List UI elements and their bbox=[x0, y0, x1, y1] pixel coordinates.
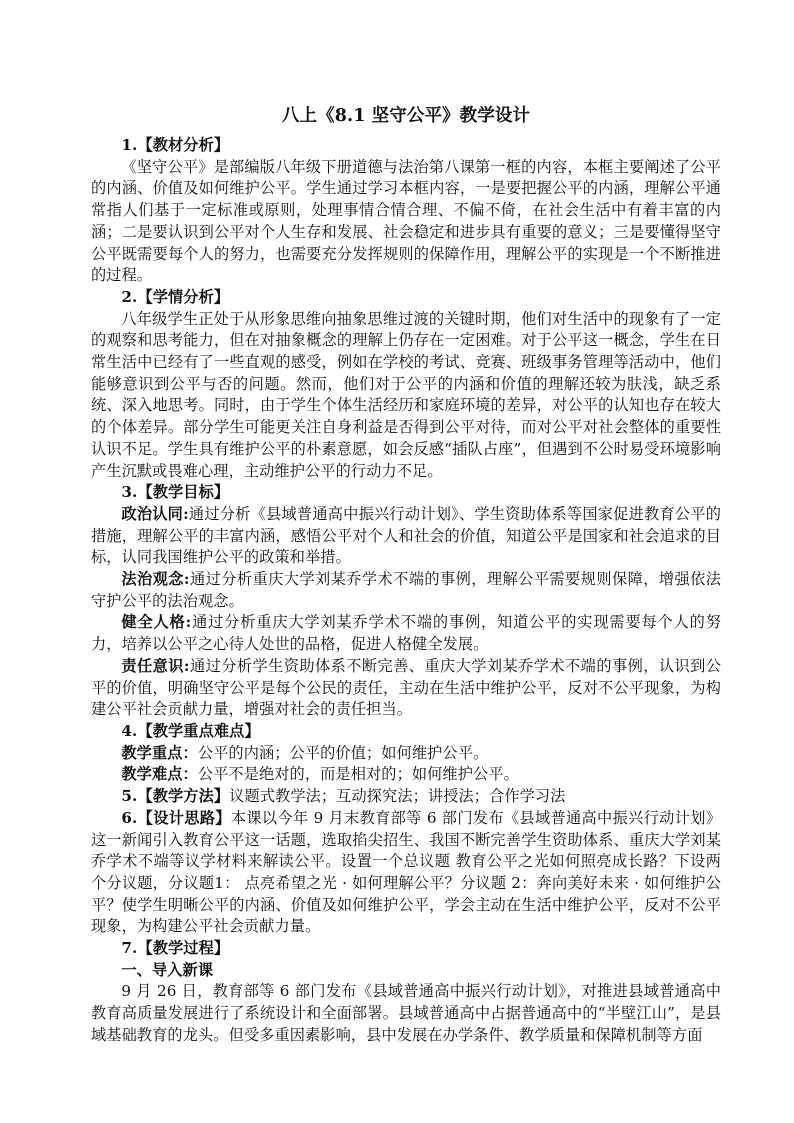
goal-text: 通过分析重庆大学刘某乔学术不端的事例，知道公平的实现需要每个人的努力，培养以公平之心待人处世的品格，促进人格健全发展。 bbox=[91, 613, 721, 654]
key-point-focus bbox=[91, 743, 721, 765]
goal-label: 责任意识: bbox=[121, 656, 190, 675]
goal-label: 健全人格: bbox=[121, 613, 192, 632]
section-teaching-methods bbox=[91, 786, 721, 808]
document-title: 八上《8.1 坚守公平》教学设计 bbox=[281, 106, 531, 126]
design-idea-text: 本课以今年 9 月末教育部等 6 部门发布《县域普通高中振兴行动计划》这一新闻引入教育公平这一话题，选取掐尖招生、我国不断完善学生资助体系、重庆大学刘某乔学术不端等议学材料来解读公平。设置一个总议题 教育公平之光如何照亮成长路？下设两个分议题，分议题1： 点亮希望之光 · 如何理解公平？分议题 2：奔向美好未来 · 如何维护公平？使学生明晰公平的内涵、价值及如何维护公平，学会主动在生活中维护公平，反对不公平现象，为构建公平社会贡献力量。 bbox=[91, 808, 722, 936]
section-heading-key-points: 4.【教学重点难点】 bbox=[121, 721, 260, 740]
goal-rule-of-law bbox=[91, 569, 721, 612]
section-body-textbook-analysis: 《坚守公平》是部编版八年级下册道德与法治第八课第一框的内容，本框主要阐述了公平的内涵、价值及如何维护公平。学生通过学习本框内容，一是要把握公平的内涵，理解公平通常指人们基于一定标准或原则，处理事情合情合理、不偏不倚，在社会生活中有着丰富的内涵；二是要认识到公平对个人生存和发展、社会稳定和进步具有重要的意义；三是要懂得坚守公平既需要每个人的努力，也需要充分发挥规则的保障作用，理解公平的实现是一个不断推进的过程。 bbox=[91, 157, 721, 285]
goal-label: 法治观念: bbox=[121, 570, 190, 589]
goal-responsibility bbox=[91, 656, 721, 721]
section-heading-textbook-analysis: 1.【教材分析】 bbox=[121, 136, 230, 154]
goal-label: 政治认同: bbox=[121, 504, 189, 523]
document-page bbox=[91, 104, 721, 1047]
section-heading-design-idea: 6.【设计思路】 bbox=[121, 808, 231, 827]
key-point-label: 教学重点： bbox=[121, 743, 198, 762]
introduction-body: 9 月 26 日，教育部等 6 部门发布《县域普通高中振兴行动计划》，对推进县域普通高中教育高质量发展进行了系统设计和全面部署。县域普通高中占据普通高中的“半壁江山”，是县域基础教育的龙头。但受多重因素影响，县中发展在办学条件、教学质量和保障机制等方面 bbox=[91, 982, 721, 1044]
teaching-methods-text: 议题式教学法；互动探究法；讲授法；合作学习法 bbox=[229, 787, 566, 806]
goal-political-identity bbox=[91, 504, 721, 569]
section-heading-teaching-goals: 3.【教学目标】 bbox=[121, 483, 230, 502]
section-heading-teaching-process: 7.【教学过程】 bbox=[121, 939, 230, 958]
key-point-label: 教学难点： bbox=[121, 765, 198, 784]
section-body-student-analysis: 八年级学生正处于从形象思维向抽象思维过渡的关键时期，他们对生活中的现象有了一定的观察和思考能力，但在对抽象概念的理解上仍存在一定困难。对于公平这一概念，学生在日常生活中已经有了一些直观的感受，例如在学校的考试、竞赛、班级事务管理等活动中，他们能够意识到公平与否的问题。然而，他们对于公平的内涵和价值的理解还较为肤浅，缺乏系统、深入地思考。同时，由于学生个体生活经历和家庭环境的差异，对公平的认知也存在较大的个体差异。部分学生可能更关注自身利益是否得到公平对待，而对公平对社会整体的重要性认识不足。学生具有维护公平的朴素意愿，如会反感“插队占座”，但遇到不公时易受环境影响产生沉默或畏难心理，主动维护公平的行动力不足。 bbox=[91, 309, 721, 480]
sub-heading-introduction: 一、导入新课 bbox=[121, 960, 214, 979]
goal-text: 通过分析学生资助体系不断完善、重庆大学刘某乔学术不端的事例，认识到公平的价值，明确坚守公平是每个公民的责任，主动在生活中维护公平，反对不公平现象，为构建公平社会贡献力量，增强对社会的责任担当。 bbox=[91, 656, 722, 719]
goal-text: 通过分析《县域普通高中振兴行动计划》、学生资助体系等国家促进教育公平的措施，理解公平的丰富内涵，感悟公平对个人和社会的价值，知道公平是国家和社会追求的目标，认同我国维护公平的政策和举措。 bbox=[91, 504, 721, 567]
key-point-text: 公平的内涵；公平的价值；如何维护公平。 bbox=[197, 743, 489, 762]
section-heading-student-analysis: 2.【学情分析】 bbox=[121, 287, 230, 306]
key-point-text: 公平不是绝对的，而是相对的；如何维护公平。 bbox=[197, 765, 519, 784]
goal-text: 通过分析重庆大学刘某乔学术不端的事例，理解公平需要规则保障，增强依法守护公平的法治观念。 bbox=[91, 570, 722, 610]
section-heading-teaching-methods: 5.【教学方法】 bbox=[121, 787, 230, 806]
section-design-idea bbox=[91, 808, 721, 938]
key-point-difficulty bbox=[91, 764, 721, 786]
goal-sound-personality bbox=[91, 612, 721, 655]
